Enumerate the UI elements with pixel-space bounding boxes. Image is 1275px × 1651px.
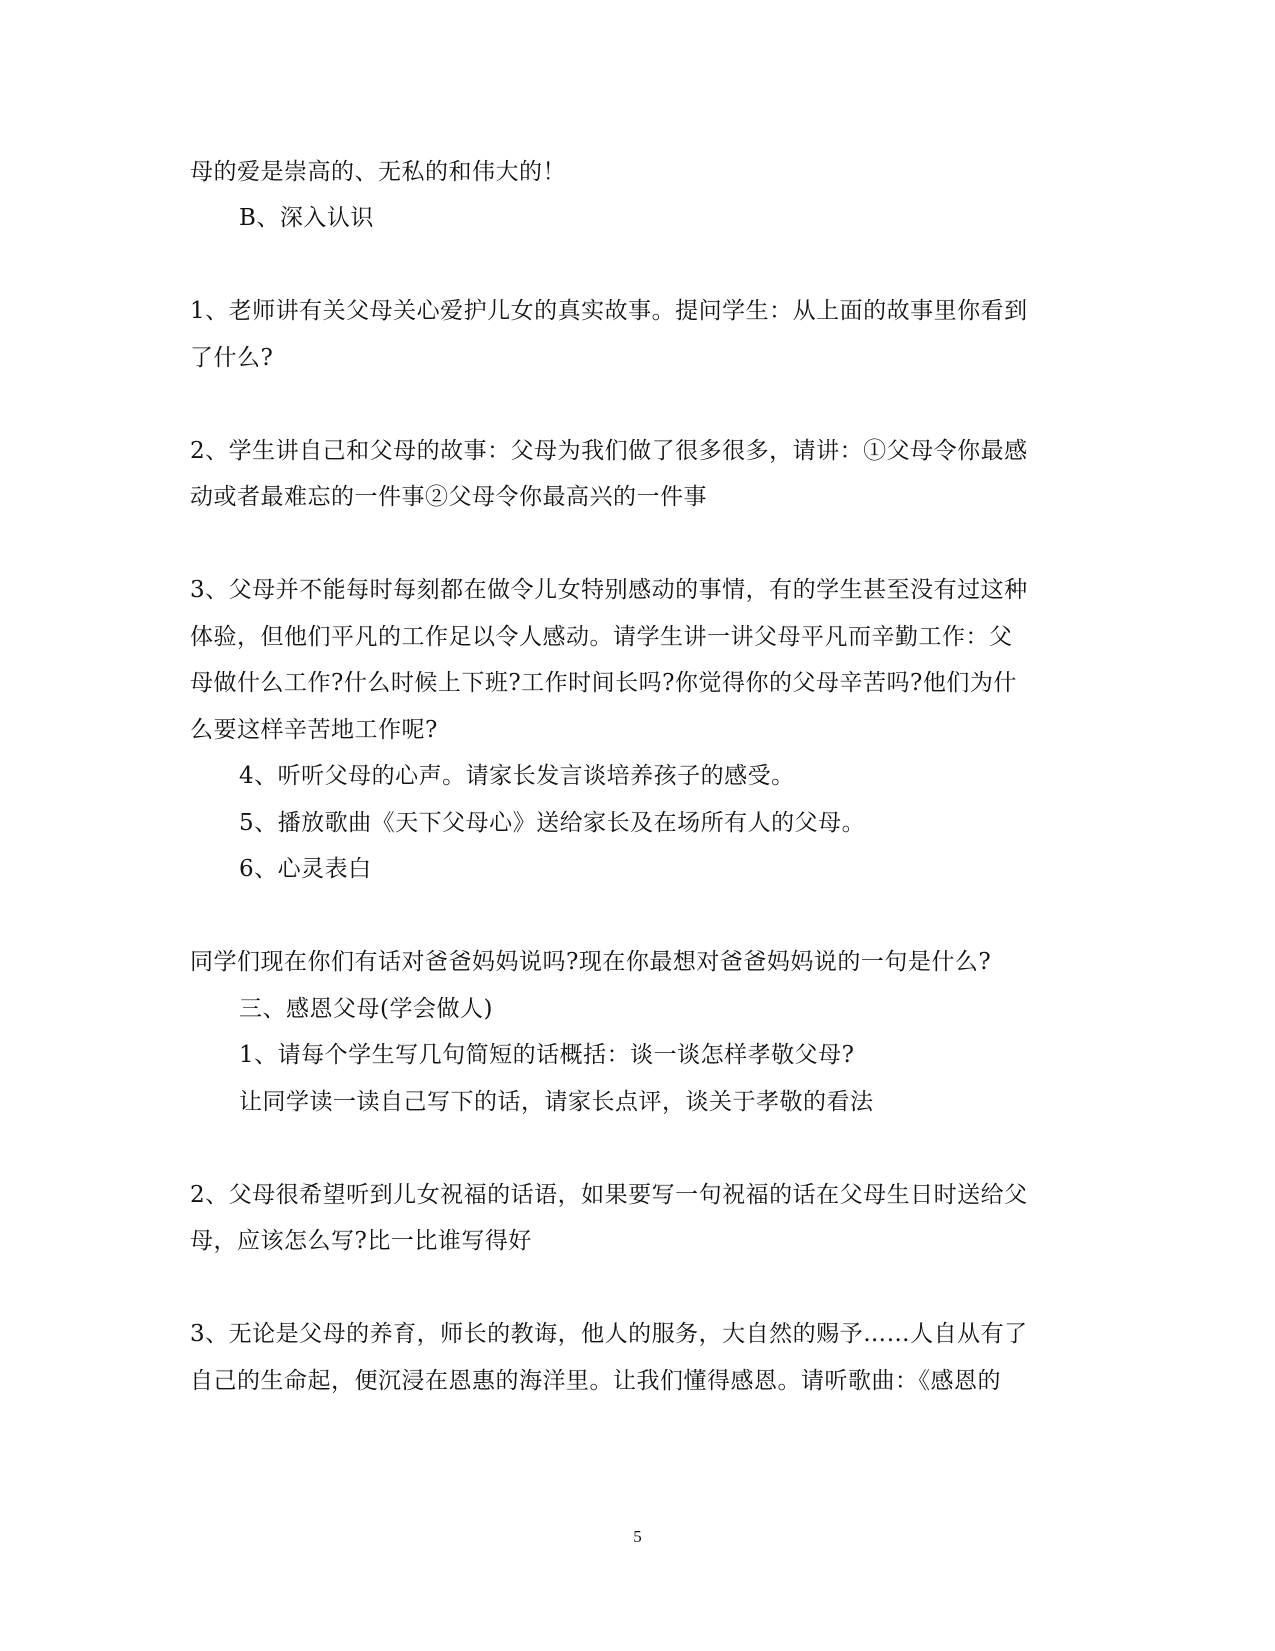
text-line: 体验，但他们平凡的工作足以令人感动。请学生讲一讲父母平凡而辛勤工作：父: [190, 624, 1013, 650]
text-line: 让同学读一读自己写下的话，请家长点评，谈关于孝敬的看法: [239, 1089, 874, 1115]
section-heading: 三、感恩父母(学会做人): [239, 996, 493, 1022]
text-line: 6、心灵表白: [239, 856, 372, 882]
text-line: 3、父母并不能每时每刻都在做令儿女特别感动的事情，有的学生甚至没有过这种: [190, 577, 1028, 603]
text-line: 1、老师讲有关父母关心爱护儿女的真实故事。提问学生：从上面的故事里你看到: [190, 298, 1028, 324]
text-line: 2、父母很希望听到儿女祝福的话语，如果要写一句祝福的话在父母生日时送给父: [190, 1182, 1028, 1208]
text-line: 自己的生命起，便沉浸在恩惠的海洋里。让我们懂得感恩。请听歌曲：《感恩的: [190, 1368, 1001, 1394]
text-line: 4、听听父母的心声。请家长发言谈培养孩子的感受。: [239, 763, 795, 789]
text-line: 了什么?: [190, 345, 274, 371]
text-line: 母做什么工作?什么时候上下班?工作时间长吗?你觉得你的父母辛苦吗?他们为什: [190, 670, 1017, 696]
text-line: 1、请每个学生写几句简短的话概括：谈一谈怎样孝敬父母?: [239, 1042, 855, 1068]
text-line: 动或者最难忘的一件事②父母令你最高兴的一件事: [190, 484, 707, 510]
text-line: 5、播放歌曲《天下父母心》送给家长及在场所有人的父母。: [239, 810, 866, 836]
text-line: 母，应该怎么写?比一比谁写得好: [190, 1228, 532, 1254]
text-line: 母的爱是崇高的、无私的和伟大的！: [190, 159, 566, 185]
text-line: 同学们现在你们有话对爸爸妈妈说吗?现在你最想对爸爸妈妈说的一句是什么?: [190, 949, 992, 975]
page-number: 5: [633, 1527, 642, 1546]
text-line: 2、学生讲自己和父母的故事：父母为我们做了很多很多，请讲：①父母令你最感: [190, 438, 1028, 464]
section-heading: B、深入认识: [239, 205, 374, 231]
text-line: 3、无论是父母的养育，师长的教诲，他人的服务，大自然的赐予……人自从有了: [190, 1321, 1028, 1347]
text-line: 么要这样辛苦地工作呢?: [190, 717, 438, 743]
